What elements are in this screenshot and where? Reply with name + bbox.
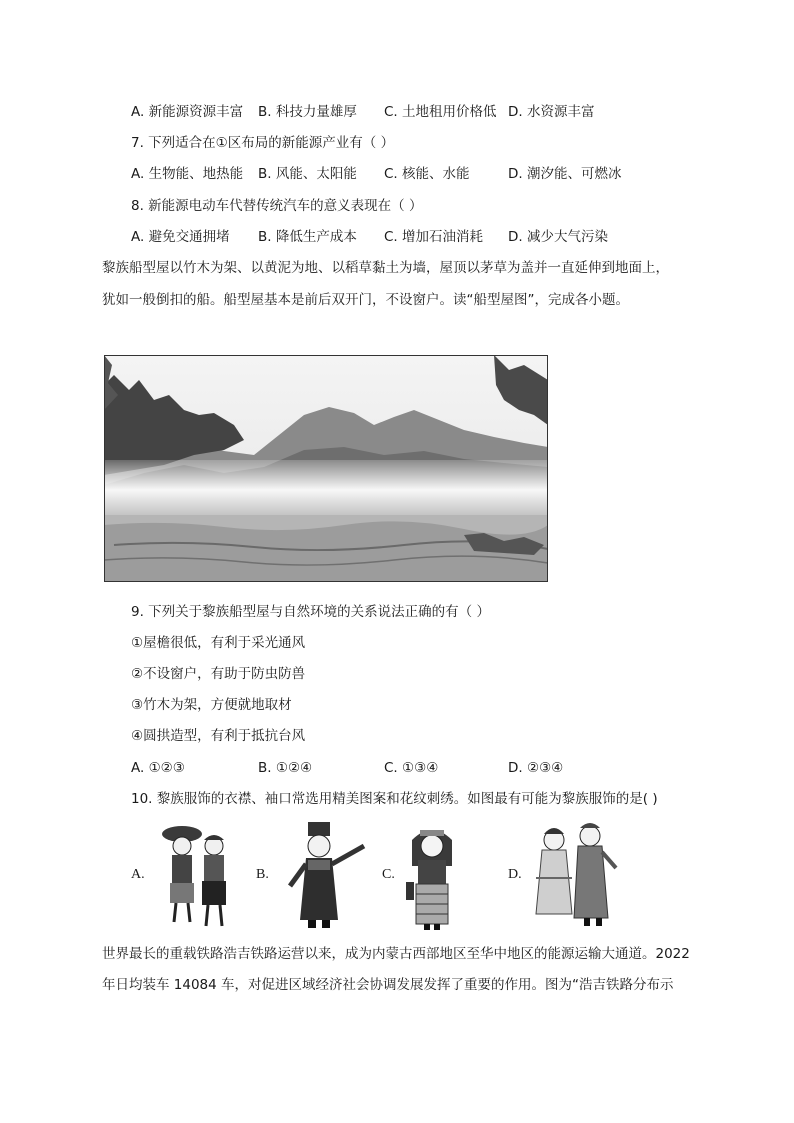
q8-option-c: C. 增加石油消耗	[384, 229, 484, 245]
q9-statement-3: ③竹木为架，方便就地取材	[131, 697, 292, 713]
q6-option-a: A. 新能源资源丰富	[131, 104, 244, 120]
q7-option-c: C. 核能、水能	[384, 166, 470, 182]
q8-stem: 8. 新能源电动车代替传统汽车的意义表现在（ ）	[131, 198, 423, 214]
q6-option-b: B. 科技力量雄厚	[258, 104, 357, 120]
q10-option-c-label: C.	[382, 867, 395, 882]
costume-d-illustration	[528, 818, 620, 930]
q7-option-a: A. 生物能、地热能	[131, 166, 244, 182]
passage1-line2: 犹如一般倒扣的船。船型屋基本是前后双开门，不设窗户。读“船型屋图”，完成各小题。	[102, 292, 629, 308]
q10-stem: 10. 黎族服饰的衣襟、袖口常选用精美图案和花纹刺绣。如图最有可能为黎族服饰的是( )	[131, 791, 658, 807]
q10-option-a-label: A.	[131, 867, 145, 882]
q7-stem: 7. 下列适合在①区布局的新能源产业有（ ）	[131, 135, 395, 151]
q9-statement-1: ①屋檐很低，有利于采光通风	[131, 635, 306, 651]
q9-option-c: C. ①③④	[384, 760, 439, 776]
q10-option-b-label: B.	[256, 867, 269, 882]
passage1-line1: 黎族船型屋以竹木为架、以黄泥为地、以稻草黏土为墙，屋顶以茅草为盖并一直延伸到地面上，	[102, 260, 669, 276]
q9-statement-2: ②不设窗户，有助于防虫防兽	[131, 666, 306, 682]
costume-a-illustration	[158, 822, 238, 930]
q6-option-c: C. 土地租用价格低	[384, 104, 497, 120]
passage2-line1: 世界最长的重载铁路浩吉铁路运营以来，成为内蒙古西部地区至华中地区的能源运输大通道。2022	[102, 946, 690, 962]
costume-b-illustration	[278, 820, 370, 930]
q7-option-d: D. 潮汐能、可燃冰	[508, 166, 622, 182]
passage2-line2: 年日均装车 14084 车，对促进区域经济社会协调发展发挥了重要的作用。图为“浩吉铁路分布示	[102, 977, 674, 993]
boat-house-photo	[104, 355, 548, 582]
q9-option-b: B. ①②④	[258, 760, 313, 776]
q9-option-a: A. ①②③	[131, 760, 185, 776]
q6-option-d: D. 水资源丰富	[508, 104, 595, 120]
q8-option-a: A. 避免交通拥堵	[131, 229, 230, 245]
q10-option-d-label: D.	[508, 867, 522, 882]
q9-statement-4: ④圆拱造型，有利于抵抗台风	[131, 728, 306, 744]
q9-option-d: D. ②③④	[508, 760, 564, 776]
q8-option-d: D. 减少大气污染	[508, 229, 608, 245]
q9-stem: 9. 下列关于黎族船型屋与自然环境的关系说法正确的有（ ）	[131, 604, 490, 620]
q7-option-b: B. 风能、太阳能	[258, 166, 357, 182]
costume-c-illustration	[402, 820, 462, 932]
q8-option-b: B. 降低生产成本	[258, 229, 357, 245]
